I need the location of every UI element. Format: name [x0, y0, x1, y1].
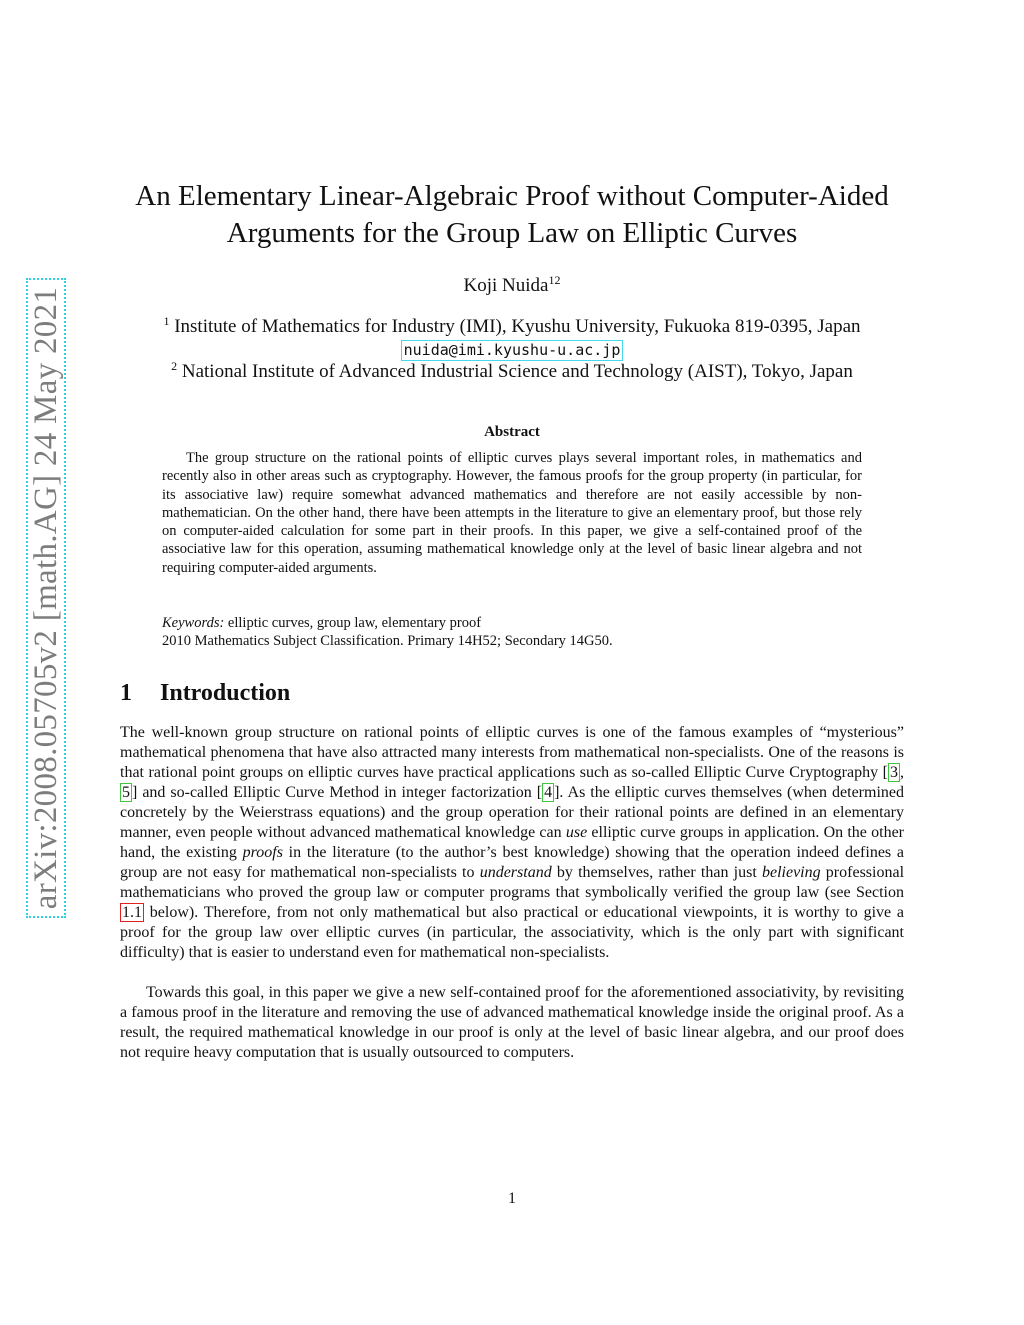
section-title: Introduction: [160, 680, 291, 706]
emphasis-believing: believing: [761, 864, 821, 881]
affiliation-2: [120, 359, 904, 383]
intro-paragraph-1: [120, 723, 904, 963]
keywords-block: [162, 614, 862, 651]
text-run: below). Therefore, from not only mathematical but also practical or educational viewpoints, it is worthy to give a proof for the group law over elliptic curves (in particular, the associativity, which is the only part with significant difficulty) that is easier to understand even for mathematical non-specialists.: [120, 904, 904, 961]
citation-link-5[interactable]: 5: [122, 784, 130, 801]
text-run: ] and so-called Elliptic Curve Method in integer factorization [: [132, 784, 543, 801]
intro-paragraph-2: Towards this goal, in this paper we give a new self-contained proof for the aforementioned associativity, by revisiting a famous proof in the literature and removing the use of advanced mathematical knowledge inside the original proof. As a result, the required mathematical knowledge in our proof is only at the level of basic linear algebra, and our proof does not require heavy computation that is usually outsourced to computers.: [120, 984, 904, 1061]
keywords-line: [162, 614, 862, 632]
author-email-link[interactable]: nuida@imi.kyushu-u.ac.jp: [401, 340, 624, 361]
abstract-heading: Abstract: [484, 424, 540, 440]
section-ref-link[interactable]: 1.1: [122, 904, 142, 921]
section-heading: [120, 680, 290, 707]
text-run: in the literature (to the author’s best knowledge) showing that the operation indeed defines a group are not easy for mathematical non-specialists to: [120, 844, 905, 881]
msc-classification: 2010 Mathematics Subject Classification. Primary 14H52; Secondary 14G50.: [162, 633, 613, 650]
emphasis-understand: understand: [479, 864, 552, 881]
affiliation-1-mark: 1: [163, 314, 170, 328]
emphasis-proofs: proofs: [242, 844, 283, 861]
abstract-text: The group structure on the rational points of elliptic curves plays several important roles, in mathematics and recently also in other areas such as cryptography. However, the famous proofs for the group property (in particular, for its associative law) require somewhat advanced mathematics and therefore are not easily accessible by non-mathematician. On the other hand, there have been attempts in the literature to give an elementary proof, but those rely on computer-aided calculation for some part in their proofs. In this paper, we give a self-contained proof of the associative law for this operation, assuming mathematical knowledge only at the level of basic linear algebra and not requiring computer-aided arguments.: [162, 450, 862, 576]
affiliation-2-mark: 2: [171, 359, 178, 373]
paper-title-line-1: An Elementary Linear-Algebraic Proof without Computer-Aided: [135, 180, 889, 212]
keywords-text: elliptic curves, group law, elementary proof: [227, 615, 482, 631]
author-name: Koji Nuida: [463, 275, 549, 296]
keywords-label: Keywords:: [162, 615, 225, 631]
citation-link-3[interactable]: 3: [890, 764, 898, 781]
text-run: by themselves, rather than just: [551, 864, 762, 881]
text-run: ,: [900, 764, 904, 781]
affiliation-1: [120, 314, 904, 338]
affiliation-2-text: National Institute of Advanced Industrial Science and Technology (AIST), Tokyo, Japan: [181, 361, 853, 382]
citation-link-4[interactable]: 4: [544, 784, 553, 801]
affiliation-1-text: Institute of Mathematics for Industry (IMI), Kyushu University, Fukuoka 819-0395, Japan: [174, 316, 861, 337]
text-run: The well-known group structure on rational points of elliptic curves is one of the famous examples of “mysterious” mathematical phenomena that have also attracted many interests from mathematical non-specialists. One of the reasons is that rational point groups on elliptic curves have practical applications such as so-called Elliptic Curve Cryptography [: [120, 724, 904, 781]
paper-title: [120, 178, 904, 252]
author-email: [120, 340, 904, 359]
paper-title-line-2: Arguments for the Group Law on Elliptic Curves: [226, 217, 798, 249]
author-line: [120, 273, 904, 297]
text-run: elliptic curve groups in application. On the other hand, the existing: [120, 824, 904, 861]
text-run: professional mathematicians who proved the group law or computer programs that symbolically verified the group law (see Section: [120, 864, 905, 901]
section-number: 1: [120, 680, 132, 706]
emphasis-use: use: [565, 824, 588, 841]
arxiv-stamp-wrapper: [26, 278, 66, 918]
page-number: 1: [508, 1190, 516, 1207]
arxiv-identifier-stamp[interactable]: arXiv:2008.05705v2 [math.AG] 24 May 2021: [26, 278, 66, 918]
text-run: ]. As the elliptic curves themselves (when determined concretely by the Weierstrass equations) and the group operation for their rational points are defined in an elementary manner, even people without advanced mathematical knowledge can: [120, 784, 904, 841]
author-affiliation-marks: 12: [548, 273, 561, 287]
